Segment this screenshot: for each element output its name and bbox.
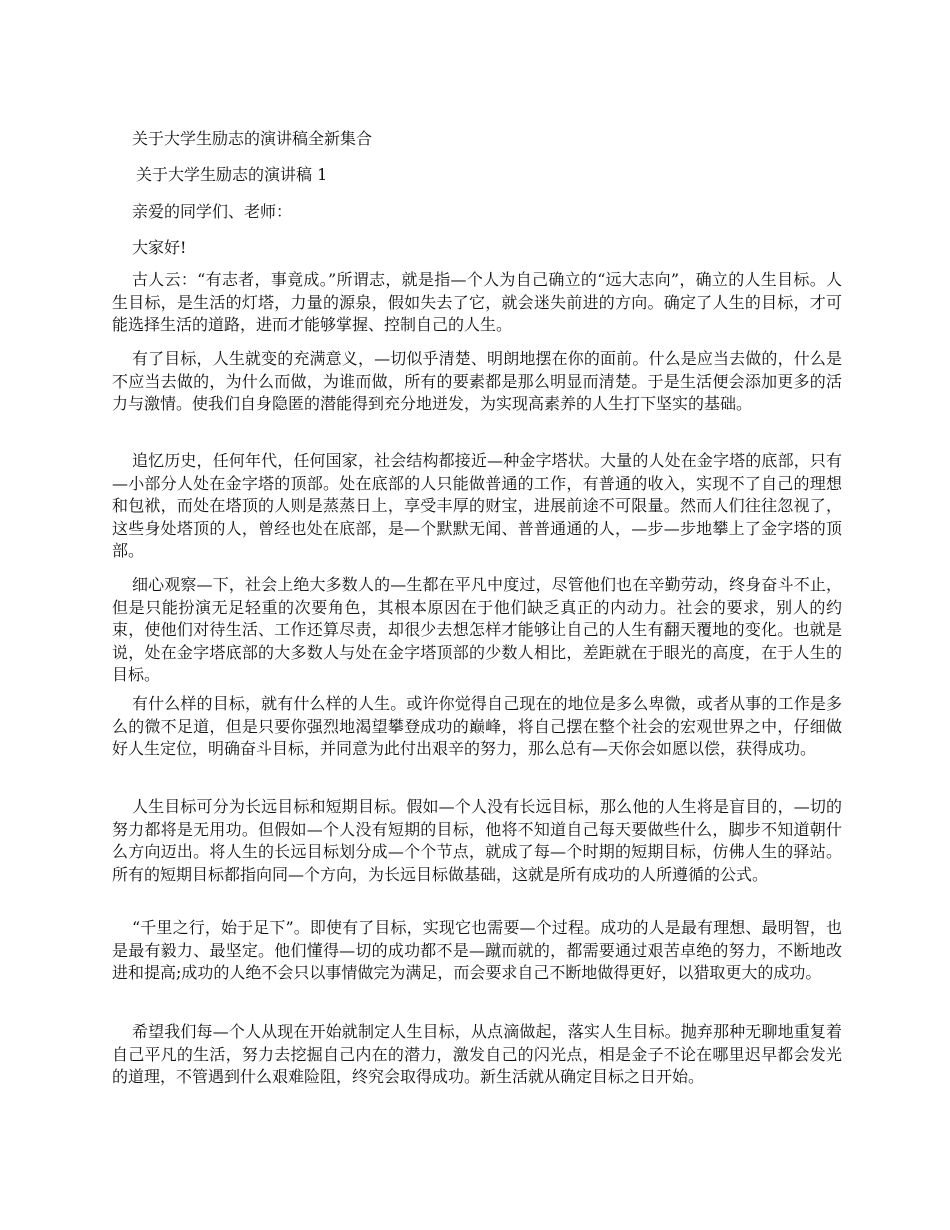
document-title: 关于大学生励志的演讲稿全新集合 — [132, 129, 373, 148]
salutation: 亲爱的同学们、老师： — [132, 202, 293, 221]
paragraph-7: “千里之行，始于足下”。即使有了目标，实现它也需要—个过程。成功的人是最有理想、最明智，也是最有毅力、最坚定。他们懂得—切的成功都不是—蹴而就的，都需要通过艰苦卓绝的努力，不断地改进和提高;成功的人绝不会只以事情做完为满足，而会要求自己不断地做得更好，以猎取更大的成功。 — [112, 918, 842, 982]
paragraph-8: 希望我们每—个人从现在开始就制定人生目标，从点滴做起，落实人生目标。抛弃那种无聊地重复着自己平凡的生活，努力去挖掘自己内在的潜力，激发自己的闪光点，相是金子不论在哪里迟早都会发光的道理，不管遇到什么艰难险阻，终究会取得成功。新生活就从确定目标之日开始。 — [112, 1022, 842, 1086]
greeting: 大家好! — [132, 238, 187, 257]
paragraph-5: 有什么样的目标，就有什么样的人生。或许你觉得自己现在的地位是多么卑微，或者从事的工作是多么的微不足道，但是只要你强烈地渴望攀登成功的巅峰，将自己摆在整个社会的宏观世界之中，仔细做好人生定位，明确奋斗目标，并同意为此付出艰辛的努力，那么总有—天你会如愿以偿，获得成功。 — [112, 694, 842, 758]
paragraph-2: 有了目标，人生就变的充满意义，—切似乎清楚、明朗地摆在你的面前。什么是应当去做的，什么是不应当去做的，为什么而做，为谁而做，所有的要素都是那么明显而清楚。于是生活便会添加更多的活力与激情。使我们自身隐匿的潜能得到充分地迸发，为实现高素养的人生打下坚实的基础。 — [112, 349, 842, 413]
paragraph-3: 追忆历史，任何年代，任何国家，社会结构都接近—种金字塔状。大量的人处在金字塔的底部，只有—小部分人处在金字塔的顶部。处在底部的人只能做普通的工作，有普通的收入，实现不了自己的理想和包袱，而处在塔顶的人则是蒸蒸日上，享受丰厚的财宝，进展前途不可限量。然而人们往往忽视了，这些身处塔顶的人，曾经也处在底部，是—个默默无闻、普普通通的人，—步—步地攀上了金字塔的顶部。 — [112, 451, 842, 560]
paragraph-4: 细心观察—下，社会上绝大多数人的—生都在平凡中度过，尽管他们也在辛勤劳动，终身奋斗不止，但是只能扮演无足轻重的次要角色，其根本原因在于他们缺乏真正的内动力。社会的要求，别人的约束，使他们对待生活、工作还算尽责，却很少去想怎样才能够让自己的人生有翻天覆地的变化。也就是说，处在金字塔底部的大多数人与处在金字塔顶部的少数人相比，差距就在于眼光的高度，在于人生的目标。 — [112, 575, 842, 684]
speech-heading: 关于大学生励志的演讲稿 1 — [136, 165, 328, 184]
paragraph-6: 人生目标可分为长远目标和短期目标。假如—个人没有长远目标，那么他的人生将是盲目的，—切的努力都将是无用功。但假如—个人没有短期的目标，他将不知道自己每天要做些什么，脚步不知道朝什么方向迈出。将人生的长远目标划分成—个个节点，就成了每—个时期的短期目标，仿佛人生的驿站。所有的短期目标都指向同—个方向，为长远目标做基础，这就是所有成功的人所遵循的公式。 — [112, 797, 842, 884]
paragraph-1: 古人云：“有志者，事竟成。”所谓志，就是指—个人为自己确立的“远大志向”，确立的人生目标。人生目标，是生活的灯塔，力量的源泉，假如失去了它，就会迷失前进的方向。确定了人生的目标，才可能选择生活的道路，进而才能够掌握、控制自己的人生。 — [112, 270, 842, 334]
